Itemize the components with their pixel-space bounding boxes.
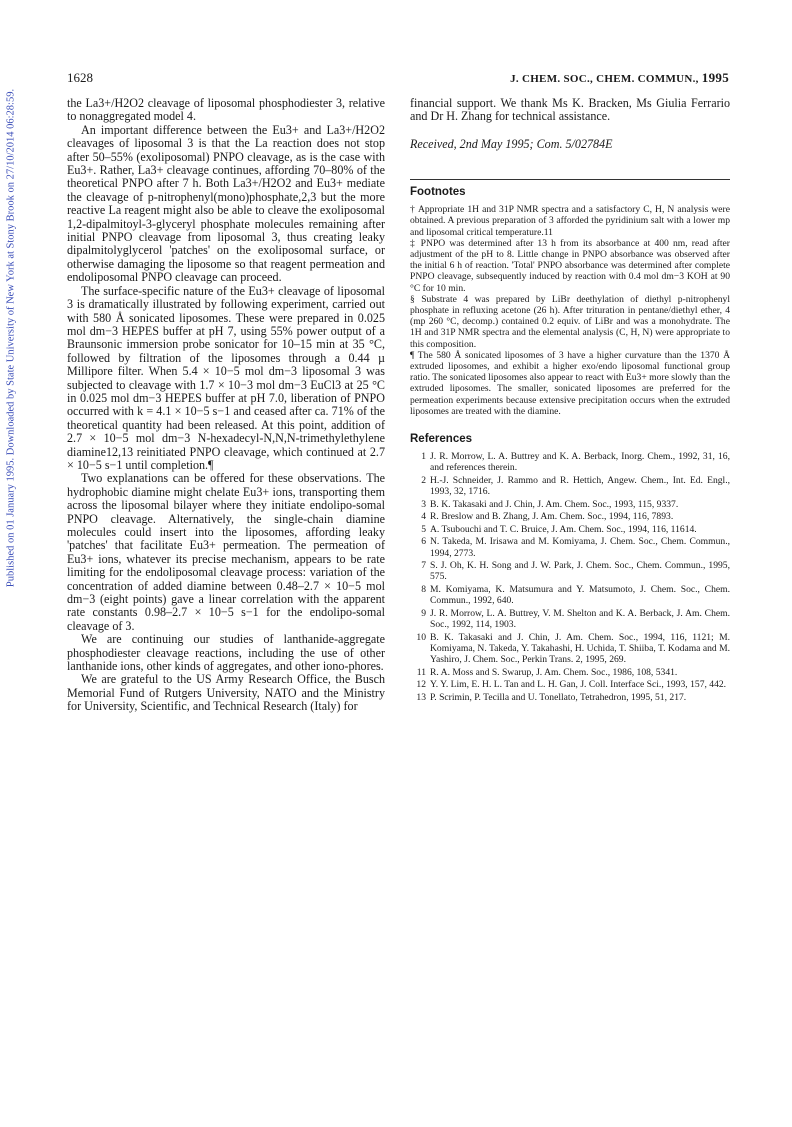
reference-item bbox=[410, 451, 730, 473]
left-column bbox=[67, 97, 385, 714]
reference-text: N. Takeda, M. Irisawa and M. Komiyama, J. Chem. Soc., Chem. Commun., 1994, 2773. bbox=[430, 536, 730, 559]
reference-item bbox=[410, 608, 730, 630]
journal-title bbox=[510, 70, 729, 86]
reference-number: 11 bbox=[416, 666, 426, 678]
references-list bbox=[410, 451, 730, 703]
right-column bbox=[410, 97, 730, 704]
reference-text: B. K. Takasaki and J. Chin, J. Am. Chem. Soc., 1994, 116, 1121; M. Komiyama, N. Takeda, Y. Takahashi, H. Uchida, T. Shiiba, T. Kodama and M. Yashiro, J. Chem. Soc., Perkin Trans. 2, 1995, 269. bbox=[430, 631, 731, 666]
reference-item bbox=[410, 524, 730, 535]
paragraph: We are continuing our studies of lanthanide-aggregate phosphodiester cleavage reactions, including the use of other lanthanide ions, other kinds of aggregates, and other iono-phores. bbox=[67, 632, 385, 674]
footnote: ‡ PNPO was determined after 13 h from its absorbance at 400 nm, read after adjustment of the pH to 8. Little change in PNPO absorbance was observed after the initial 6 h of reaction. 'Total' PNPO absorbance was determined after complete PNPO cleavage, subsequently induced by reaction with 0.4 mol dm−3 KOH at 90 °C for 10 min. bbox=[410, 237, 730, 294]
download-info-sidebar bbox=[0, 0, 22, 1127]
reference-text: P. Scrimin, P. Tecilla and U. Tonellato, Tetrahedron, 1995, 51, 217. bbox=[430, 691, 687, 703]
reference-number: 3 bbox=[421, 498, 426, 510]
paragraph: the La3+/H2O2 cleavage of liposomal phosphodiester 3, relative to nonaggregated model 4. bbox=[67, 96, 385, 124]
reference-number: 2 bbox=[421, 474, 426, 486]
reference-item bbox=[410, 679, 730, 690]
acknowledgements: financial support. We thank Ms K. Bracken, Ms Giulia Ferrario and Dr H. Zhang for technical assistance. bbox=[410, 96, 730, 124]
download-info-text[interactable]: Published on 01 January 1995. Downloaded by State University of New York at Stony Brook on 27/10/2014 06:28:59. bbox=[5, 88, 17, 588]
reference-item bbox=[410, 560, 730, 582]
reference-item bbox=[410, 632, 730, 666]
reference-item bbox=[410, 475, 730, 497]
footnote: † Appropriate 1H and 31P NMR spectra and a satisfactory C, H, N analysis were obtained. A previous preparation of 3 afforded the pyridinium salt with a lower mp and liposomal critical temperature.11 bbox=[410, 204, 730, 238]
reference-number: 4 bbox=[421, 511, 426, 523]
footnote: ¶ The 580 Å sonicated liposomes of 3 have a higher curvature than the 1370 Å extruded liposomes, and exhibit a higher exo/endo liposomal functional group ratio. The sonicated liposomes also appear to react with Eu3+ more slowly than the extruded liposomes. The smaller, sonicated liposomes are preferred for the permeation experiments because extensive precipitation occurs when the extruded liposomes are treated with the diamine. bbox=[410, 349, 730, 417]
reference-number: 7 bbox=[421, 560, 426, 572]
paragraph: An important difference between the Eu3+ and La3+/H2O2 cleavages of liposomal 3 is that the La reaction does not stop after 50–55% (exoliposomal) PNPO cleavage, as is the case with Eu3+. Rather, La3+ cleavage continues, affording 70–80% of the theoretical PNPO after 7 h. Both La3+/H2O2 and Eu3+ mediate the cleavage of p-nitrophenyl(mono)phosphate,2,3 but the more reactive La reagent might also be able to cleave the exoliposomal 1,2-dipalmitoyl-3-glyceryl phosphate molecules remaining after initial PNPO cleavage from liposomal 3, thus creating leaky dipalmitolyglycerol 'patches' on the exoliposomal surface, or otherwise damaging the liposome so that reagent permeation and endoliposomal PNPO cleavage can proceed. bbox=[67, 122, 385, 285]
reference-text: S. J. Oh, K. H. Song and J. W. Park, J. Chem. Soc., Chem. Commun., 1995, 575. bbox=[430, 560, 730, 583]
paragraph: The surface-specific nature of the Eu3+ cleavage of liposomal 3 is dramatically illustrated by following experiment, carried out with 580 Å sonicated liposomes. These were prepared in 0.025 mol dm−3 HEPES buffer at pH 7, using 55% power output of a Braunsonic immersion probe sonicator for 10–15 min at 35 °C, followed by filtration of the liposomes through a 0.44 µ Millipore filter. When 5.4 × 10−5 mol dm−3 liposomal 3 was subjected to cleavage with 1.7 × 10−3 mol dm−3 EuCl3 at 25 °C in 0.025 mol dm−3 HEPES buffer at pH 7.0, liberation of PNPO occurred with k = 4.1 × 10−5 s−1 and ceased after ca. 71% of the theoretical quantity had been released. At this point, addition of 2.7 × 10−5 mol dm−3 N-hexadecyl-N,N,N-trimethylethylene diamine12,13 reinitiated PNPO cleavage, which continued at 2.7 × 10−5 s−1 until completion.¶ bbox=[67, 283, 385, 472]
journal-year: 1995 bbox=[701, 70, 729, 85]
paragraph: Two explanations can be offered for these observations. The hydrophobic diamine might chelate Eu3+ ions, transporting them across the liposomal bilayer where they initiate endolipo-somal PNPO cleavage. Alternatively, the single-chain diamine molecules could insert into the liposomes, affording leaky 'patches' that facilitate Eu3+ permeation. The permeation of Eu3+ ions, whatever its precise mechanism, appears to be rate limiting for the endoliposomal cleavage process: variation of the concentration of added diamine between 0.48–2.7 × 10−5 mol dm−3 (eight points) gave a linear correlation with the apparent rate constants 0.98–2.7 × 10−5 s−1 for the endolipo-somal cleavage of 3. bbox=[67, 471, 385, 633]
footnotes-heading: Footnotes bbox=[410, 186, 466, 199]
reference-text: A. Tsubouchi and T. C. Bruice, J. Am. Chem. Soc., 1994, 116, 11614. bbox=[430, 523, 697, 535]
reference-number: 9 bbox=[421, 607, 426, 619]
reference-item bbox=[410, 692, 730, 703]
reference-item bbox=[410, 536, 730, 558]
page-header bbox=[67, 70, 729, 86]
footnote: § Substrate 4 was prepared by LiBr deethylation of diethyl p-nitrophenyl phosphate in refluxing acetone (26 h). After trituration in pentane/diethyl ether, 4 (mp 260 °C, decomp.) contained 0.2 equiv. of LiBr and was a monohydrate. The 1H and 31P NMR spectra and the elemental analysis (C, H, N) were appropriate to this composition. bbox=[410, 293, 730, 350]
received-line: Received, 2nd May 1995; Com. 5/02784E bbox=[410, 136, 613, 151]
reference-number: 13 bbox=[416, 691, 426, 703]
reference-text: B. K. Takasaki and J. Chin, J. Am. Chem. Soc., 1993, 115, 9337. bbox=[430, 498, 679, 510]
paragraph: We are grateful to the US Army Research Office, the Busch Memorial Fund of Rutgers University, NATO and the Ministry for University, Scientific, and Technical Research (Italy) for bbox=[67, 672, 385, 714]
reference-text: M. Komiyama, K. Matsumura and Y. Matsumoto, J. Chem. Soc., Chem. Commun., 1992, 640. bbox=[430, 584, 730, 607]
reference-number: 12 bbox=[416, 679, 426, 691]
reference-text: Y. Y. Lim, E. H. L. Tan and L. H. Gan, J. Coll. Interface Sci., 1993, 157, 442. bbox=[430, 679, 727, 691]
reference-number: 8 bbox=[421, 584, 426, 596]
reference-text: R. A. Moss and S. Swarup, J. Am. Chem. Soc., 1986, 108, 5341. bbox=[430, 666, 678, 678]
reference-number: 1 bbox=[421, 451, 426, 463]
page-number: 1628 bbox=[67, 70, 93, 85]
reference-item bbox=[410, 584, 730, 606]
reference-text: R. Breslow and B. Zhang, J. Am. Chem. Soc., 1994, 116, 7893. bbox=[430, 511, 674, 523]
reference-text: J. R. Morrow, L. A. Buttrey and K. A. Berback, Inorg. Chem., 1992, 31, 16, and references therein. bbox=[430, 451, 730, 474]
reference-item bbox=[410, 511, 730, 522]
reference-item bbox=[410, 667, 730, 678]
reference-text: H.-J. Schneider, J. Rammo and R. Hettich, Angew. Chem., Int. Ed. Engl., 1993, 32, 1716. bbox=[430, 474, 730, 498]
reference-number: 5 bbox=[421, 523, 426, 535]
journal-name: J. CHEM. SOC., CHEM. COMMUN., bbox=[510, 73, 699, 85]
reference-item bbox=[410, 499, 730, 510]
section-divider bbox=[410, 179, 730, 180]
references-heading: References bbox=[410, 433, 473, 446]
reference-number: 10 bbox=[416, 631, 426, 643]
reference-text: J. R. Morrow, L. A. Buttrey, V. M. Shelton and K. A. Berback, J. Am. Chem. Soc., 1992, 114, 1903. bbox=[430, 607, 730, 631]
reference-number: 6 bbox=[421, 536, 426, 548]
